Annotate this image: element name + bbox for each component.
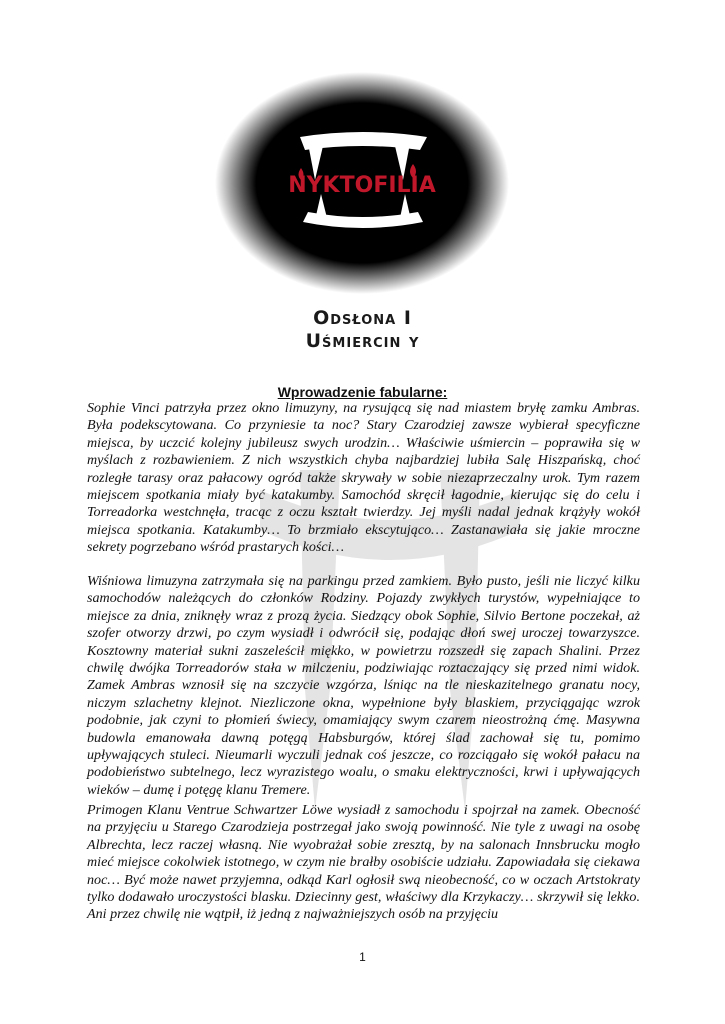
logo-text: NYKTOFILIA (288, 173, 436, 198)
chapter-title-line1: Odsłona I (313, 307, 412, 329)
paragraph-2 (87, 573, 640, 799)
section-heading: Wprowadzenie fabularne: (277, 384, 448, 400)
paragraph-text: Primogen Klanu Ventrue Schwartzer Löwe wysiadł z samochodu i spojrzał na zamek. Obecność na przyjęciu u Starego Czarodzieja postrzegał jako swoją powinność. Nie tyle z uwagi na osobę Albrechta, lecz raczej własną. Nie wyobrażał sobie zresztą, by na salonach Innsbrucku mogło mieć miejsce cokolwiek istotnego, w czym nie brałby osobiście udziału. Zapowiadała się ciekawa noc… Być może nawet przyjemna, odkąd Karl ogłosił swą nieobecność, co w oczach Artstokraty tylko dodawało uroczystości blasku. Dziecinny gest, właściwy dla Krzykaczy… skrzywił się lekko. Ani przez chwilę nie wątpił, iż jedną z najważniejszych osób na przyjęciu (87, 802, 640, 923)
paragraph-text: Wiśniowa limuzyna zatrzymała się na parkingu przed zamkiem. Było pusto, jeśli nie liczyć kilku samochodów należących do członków Rodziny. Pojazdy zwykłych turystów, wypełniające to miejsce za dnia, zniknęły wraz z prozą życia. Siedzący obok Sophie, Silvio Bertone poczekał, aż szofer otworzy drzwi, po czym wysiadł i odwrócił się, podając dłoń swej uroczej towarzyszce. Kosztowny materiał sukni zaszeleścił miękko, w powietrzu rozszedł się zapach Shalini. Przez chwilę dwójka Torreadorów stała w milczeniu, podziwiając roztaczający się przed nimi widok. Zamek Ambras wznosił się na szczycie wzgórza, lśniąc na tle nieskazitelnego granatu nocy, niczym szlachetny klejnot. Niezliczone okna, wypełnione były blaskiem, przyciągając wzrok podobnie, jak czyni to płomień świecy, omamiający swym czarem nieostrożną ćmę. Masywna budowla emanowała dawną potęgą Habsburgów, której ślad zachował się tu, pomimo upływających stuleci. Nieumarli wyczuli jednak coś jeszcze, co rozciągało się wokół pałacu na podobieństwo subtelnego, lecz wyrazistego woalu, o smaku elektryczności, krwi i upływających wieków – dumę i potęgę klanu Tremere. (87, 573, 640, 798)
chapter-title-line2: Uśmiercin y (305, 330, 420, 352)
paragraph-text: Sophie Vinci patrzyła przez okno limuzyny, na rysującą się nad miastem bryłę zamku Ambras. Była podekscytowana. Co przyniesie ta noc? Stary Czarodziej zawsze wybierał specyficzne miejsca, by uczcić kolejny jubileusz swych urodzin… Właściwie uśmiercin – poprawiła się w myślach z rozbawieniem. Z nich wszystkich chyba najbardziej lubiła Salę Hiszpańską, choć rozległe tarasy oraz pałacowy ogród także skrywały w sobie niezaprzeczalny urok. Tym razem miejscem spotkania miały być katakumby. Samochód skręcił łagodnie, kierując się do celu i Torreadorka westchnęła, tracąc z oczu kształt twierdzy. Jej myśli nadal jednak krążyły wokół miejsca spotkania. Katakumby… To brzmiało ekscytująco… Zastanawiała się jakie mroczne sekrety pogrzebano wśród prastarych kości… (87, 400, 640, 556)
nyktofilia-logo (215, 72, 510, 294)
paragraph-1 (87, 400, 640, 557)
page-number: 1 (359, 950, 366, 964)
paragraph-3 (87, 802, 640, 924)
